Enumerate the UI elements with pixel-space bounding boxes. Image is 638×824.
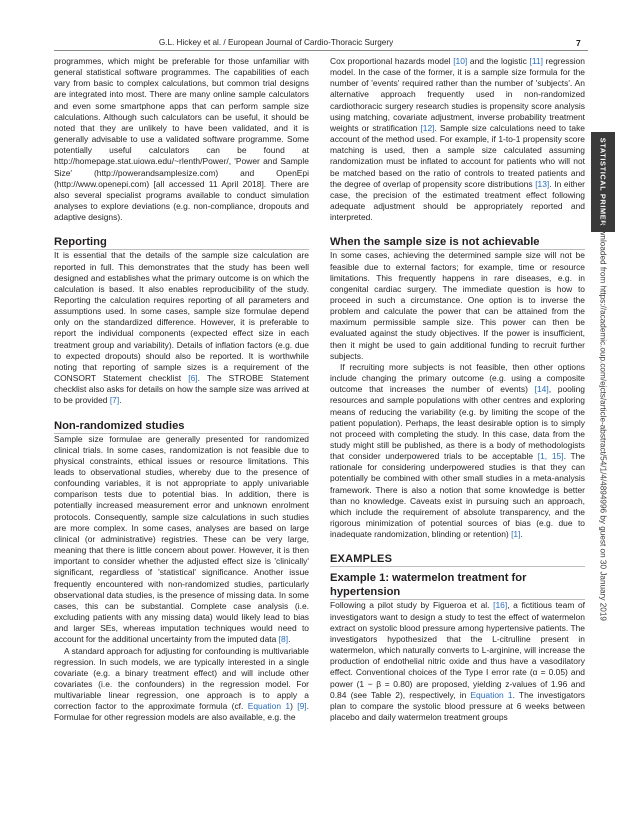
- section-tab-label: STATISTICAL PRIMER: [598, 137, 608, 227]
- right-column: [330, 56, 585, 723]
- citation-link[interactable]: [6]: [188, 373, 198, 384]
- example1-paragraph: Following a pilot study by Figueroa et al. [16], a fictitious team of investigators want to design a study to test the effect of watermelon extract on systolic blood pressure among hypertensive patients. The investigators hypothesized that the L-citrulline present in watermelon, which naturally converts to L-arginine, will increase the production of endothelial nitric oxide and thus have a vasodilatory effect. Conventional choices of the Type I error rate (α = 0.05) and power (1 − β = 0.80) are proposed, yielding z-values of 1.96 and 0.84 (see Table 2), respectively, in Equation 1. The investigators plan to compare the systolic blood pressure at 6 weeks between placebo and daily watermelon treatment groups: [330, 600, 585, 722]
- page-number: 7: [576, 38, 581, 48]
- example1-heading: Example 1: watermelon treatment for hypertension: [330, 571, 585, 600]
- citation-link[interactable]: [12]: [420, 122, 435, 133]
- citation-link[interactable]: [16]: [493, 600, 508, 611]
- citation-link[interactable]: [9]: [297, 701, 307, 712]
- confounding-paragraph: A standard approach for adjusting for confounding is multivariable regression. In such models, we are typically interested in a single covariate (e.g. a binary treatment effect) and will include other covariates (i.e. the confounders) in the regression model. For multivariable linear regression, one approach is to apply a correction factor to the approximate formula (cf. Equation 1) [9]. Formulae for other regression models are also available, e.g. the: [54, 645, 309, 723]
- citation-link[interactable]: [11]: [529, 56, 543, 66]
- download-note: Downloaded from https://academic.oup.com/ejcts/article-abstract/54/1/4/4894996 by guest on 30 January 2019: [598, 219, 608, 621]
- recruiting-paragraph: If recruiting more subjects is not feasible, then other options include changing the primary outcome (e.g. using a composite outcome that increases the number of events) [14], pooling resources and sample populations with other centres and exploring means of reducing the variability (e.g. by limiting the scope of the patient population). Perhaps, the least desirable option is to simply not proceed with completing the study. In this case, data from the study might still be published, as there is a body of methodologists that consider underpowered trials to be acceptable [1, 15]. The rationale for considering underpowered studies is that they can potentially be combined with other small studies in a meta-analysis framework. There is also a notion that some knowledge is better than no knowledge. Caveats exist in pursuing such an approach, which include the requirement of absolute transparency, and the rigorous minimization of potential sources of bias (e.g. due to inadequate randomization, blinding or retention) [1].: [330, 361, 585, 540]
- reporting-heading: Reporting: [54, 235, 309, 250]
- nonrandomized-paragraph: Sample size formulae are generally presented for randomized clinical trials. In some cases, randomization is not feasible due to physical constraints, ethical issues or resource limitations. This leads to observational studies, whereby due to the presence of confounding variables, it is not appropriate to apply univariable comparison tests due to potential bias. In addition, there is potentially increased measurement error and unknown enrolment protocols. Consequently, sample size calculations in such studies are more complex. In some cases, analyses are based on large clinical (or administrative) registries. These can be very large, meaning that there is little concern about power. However, it is then important to consider whether the adjusted effect size is 'clinically' significant, regardless of 'statistical' significance. Another issue frequently encountered with non-randomized studies, particularly observational data studies, is the presence of missing data. In some cases, this can be substantial. Complete case analysis (i.e. excluding patients with any missing data) would likely lead to bias and larger SEs, whereas imputation techniques would need to account for the additional uncertainty from the imputed data [8].: [54, 433, 309, 645]
- citation-link[interactable]: [10]: [453, 56, 468, 66]
- citation-link[interactable]: [7]: [109, 395, 120, 406]
- cox-paragraph: Cox proportional hazards model [10] and the logistic [11] regression model. In the case of the former, it is a sample size formula for the number of 'events' required rather than the number of 'subjects'. An alternative approach frequently used in non-randomized cardiothoracic surgery research studies is propensity score analysis using matching, covariate adjustment, inverse probability treatment weights or stratification [12]. Sample size calculations need to take account of the method used. For example, if 1-to-1 propensity score matching is used, then a sample size calculated assuming randomization must be inflated to account for patients who will not be matched based on the ratio of controls to treated patients and the degree of overlap of propensity score distributions [13]. In either case, the precision of the estimated treatment effect following adequate adjustment should be appropriately reported and interpreted.: [330, 56, 585, 223]
- equation-link[interactable]: Equation 1: [470, 689, 513, 700]
- citation-link[interactable]: [14]: [534, 384, 549, 395]
- running-head: G.L. Hickey et al. / European Journal of Cardio-Thoracic Surgery: [158, 38, 394, 47]
- examples-heading: EXAMPLES: [330, 552, 585, 567]
- not-achievable-heading: When the sample size is not achievable: [330, 235, 585, 250]
- citation-link[interactable]: [8]: [278, 634, 289, 645]
- citation-link[interactable]: [1]: [511, 529, 521, 540]
- section-tab: [591, 132, 615, 232]
- left-column: [54, 56, 309, 724]
- equation-link[interactable]: Equation 1: [247, 701, 291, 712]
- citation-link[interactable]: [13]: [535, 178, 550, 189]
- header-rule: [54, 50, 588, 51]
- reporting-paragraph: It is essential that the details of the sample size calculation are reported in full. This demonstrates that the study has been well designed and establishes what the primary outcome is on which the calculation is based. It also enables reproducibility of the study. Reporting the calculation requires reporting of all parameters and assumptions used. In some cases, sample size formulae depend only on the standardized difference. However, it is preferable to report the individual components (expected effect size in each treatment group and variability). Details of inflation factors (e.g. due to expected dropouts) should also be reported. It is worthwhile noting that reporting of sample sizes is a requirement of the CONSORT Statement checklist [6]. The STROBE Statement checklist also asks for details on how the sample size was arrived at to be provided [7].: [54, 250, 310, 406]
- citation-link[interactable]: [1, 15]: [537, 451, 564, 462]
- not-achievable-paragraph: In some cases, achieving the determined sample size will not be feasible due to external factors; for example, time or resource limitations. This frequently happens in rare diseases, e.g. in congenital cardiac surgery. The immediate question is how to proceed in such a circumstance. One option is to inverse the problem and calculate the power that can be attained from the maximum permissible sample size. This power can then be evaluated against the study objectives. If the power is insufficient, then it might be used to gain additional funding to recruit further subjects.: [330, 250, 585, 361]
- nonrandomized-heading: Non-randomized studies: [54, 419, 309, 434]
- intro-paragraph: programmes, which might be preferable for those unfamiliar with general statistical software programmes. The capabilities of each vary from basic to complex calculations, but common trial designs are integrated into most. There are many online sample calculators and even some smartphone apps that can perform sample size calculations. Although such calculators can be useful, it should be noted that they are unlikely to have been validated, and it is generally advisable to use a validated software programme. Some potentially useful calculators can be found at http://homepage.stat.uiowa.edu/~rlenth/Power/, 'Power and Sample Size' (http://powerandsamplesize.com) and OpenEpi (http://www.openepi.com) [all accessed 11 April 2018]. There are also several specialist programs available to conduct simulation analyses to explore deviations (e.g. non-compliance, dropouts and adaptive designs).: [54, 56, 309, 223]
